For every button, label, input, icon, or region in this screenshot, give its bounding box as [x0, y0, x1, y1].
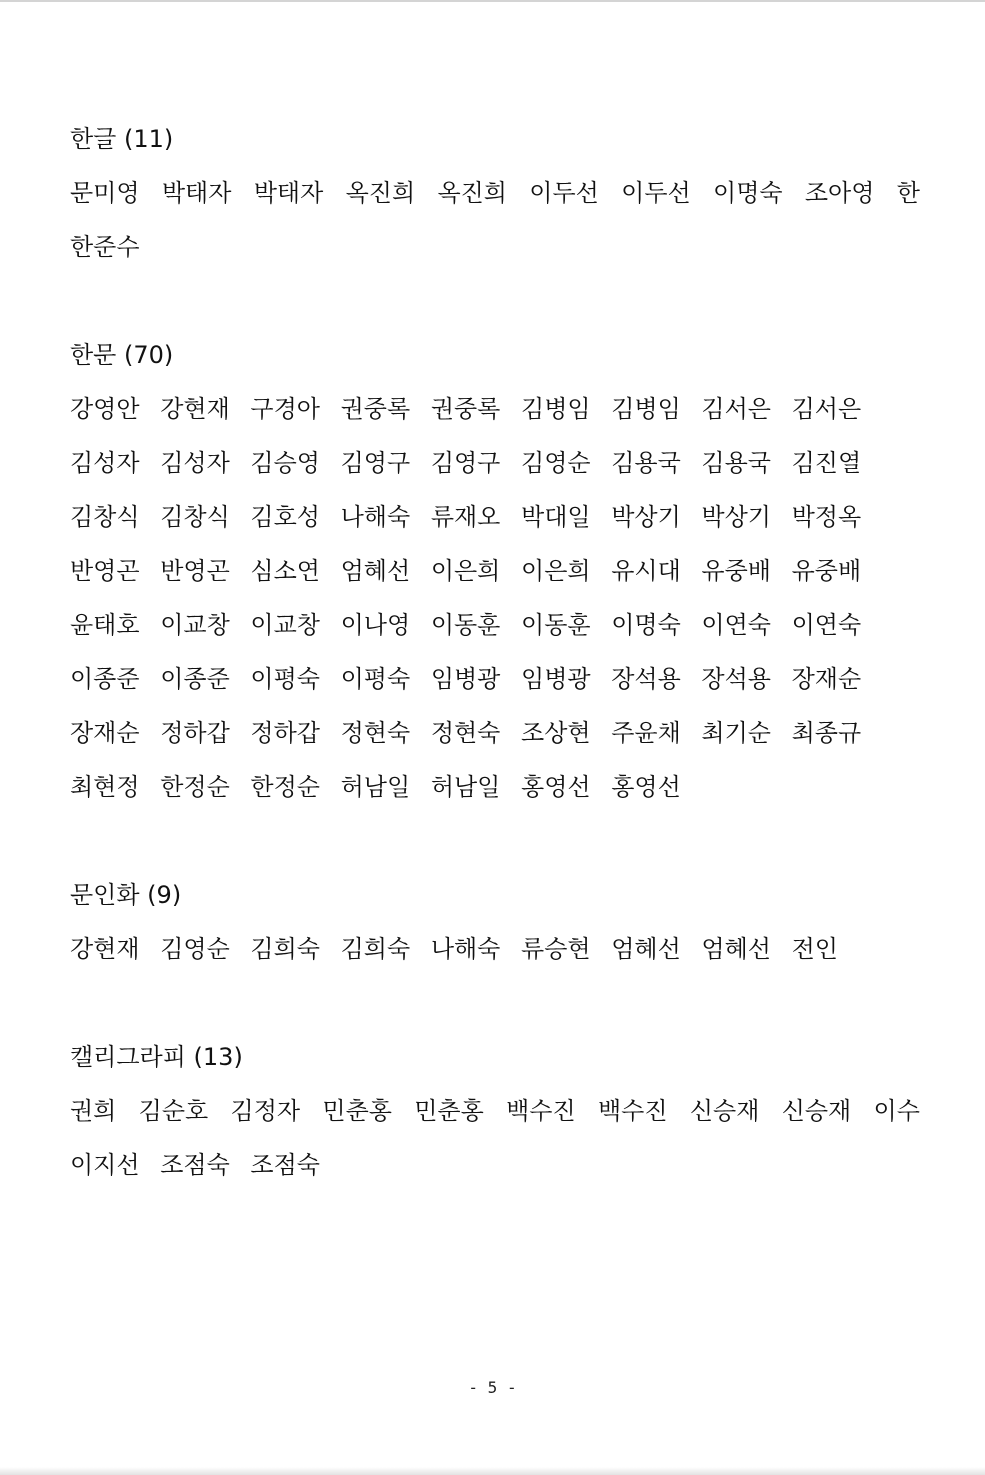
section-hangeul [70, 112, 920, 274]
name-entry: 박상기 [701, 503, 771, 531]
name-entry: 구경아 [250, 395, 320, 423]
name-entry: 유중배 [701, 557, 771, 585]
name-entry: 김영구 [340, 449, 411, 477]
name-entry: 나해숙 [430, 935, 501, 963]
name-entry: 김창식 [70, 503, 140, 531]
name-entry: 김정자 [230, 1097, 301, 1125]
name-entry: 정하갑 [250, 719, 320, 747]
section-heading: 한글 (11) [70, 125, 174, 153]
name-entry: 홍영선 [521, 773, 591, 801]
name-entry: 강현재 [160, 395, 230, 423]
name-line [70, 382, 920, 436]
name-entry: 이수 [873, 1097, 920, 1125]
name-entry: 한정순 [160, 773, 230, 801]
name-entry: 박태자 [161, 179, 232, 207]
name-entry: 이두선 [621, 179, 691, 207]
name-entry: 김영구 [430, 449, 501, 477]
name-entry: 이두선 [529, 179, 599, 207]
name-entry: 김서은 [701, 395, 771, 423]
name-entry: 정현숙 [340, 719, 411, 747]
name-line [70, 760, 920, 814]
name-entry: 장재순 [70, 719, 140, 747]
name-entry: 한준수 [70, 233, 140, 261]
name-entry: 김영순 [160, 935, 230, 963]
name-entry: 장석용 [611, 665, 681, 693]
name-entry: 주윤채 [611, 719, 681, 747]
name-entry: 민춘홍 [414, 1097, 484, 1125]
name-entry: 최종규 [791, 719, 862, 747]
name-entry: 이교창 [160, 611, 230, 639]
name-entry: 이명숙 [611, 611, 681, 639]
page-bottom-border [0, 1467, 985, 1475]
name-entry: 최현정 [70, 773, 140, 801]
name-line [70, 652, 920, 706]
name-entry: 엄혜선 [611, 935, 681, 963]
name-entry: 백수진 [506, 1097, 576, 1125]
name-entry: 조상현 [521, 719, 591, 747]
name-entry: 나해숙 [340, 503, 411, 531]
name-entry: 김영순 [521, 449, 591, 477]
section-heading: 캘리그라피 (13) [70, 1043, 243, 1071]
section-hanmun [70, 328, 920, 814]
name-entry: 이은희 [521, 557, 591, 585]
name-entry: 김용국 [701, 449, 771, 477]
name-line [70, 220, 920, 274]
name-entry: 임병광 [521, 665, 591, 693]
name-entry: 엄혜선 [701, 935, 771, 963]
section-munihwa [70, 868, 920, 976]
name-line [70, 598, 920, 652]
name-entry: 김병임 [521, 395, 591, 423]
section-heading: 문인화 (9) [70, 881, 182, 909]
name-entry: 심소연 [250, 557, 320, 585]
name-entry: 이은희 [430, 557, 501, 585]
name-entry: 이명숙 [713, 179, 783, 207]
name-entry: 허남일 [340, 773, 411, 801]
name-entry: 류승현 [521, 935, 591, 963]
name-entry: 백수진 [597, 1097, 668, 1125]
name-entry: 박정옥 [791, 503, 862, 531]
name-entry: 전인 [791, 935, 838, 963]
name-entry: 김병임 [611, 395, 681, 423]
name-entry: 이지선 [70, 1151, 140, 1179]
name-entry: 김순호 [138, 1097, 209, 1125]
name-entry: 김창식 [160, 503, 230, 531]
name-entry: 이평숙 [340, 665, 411, 693]
name-line [70, 1084, 920, 1138]
name-entry: 장재순 [791, 665, 862, 693]
name-line [70, 490, 920, 544]
name-entry: 이동훈 [521, 611, 591, 639]
name-entry: 유시대 [611, 557, 681, 585]
name-line [70, 544, 920, 598]
name-entry: 민춘홍 [322, 1097, 392, 1125]
name-entry: 이동훈 [430, 611, 501, 639]
name-entry: 류재오 [430, 503, 501, 531]
name-entry: 박대일 [521, 503, 591, 531]
name-entry: 조점숙 [250, 1151, 320, 1179]
name-entry: 박태자 [253, 179, 324, 207]
name-entry: 허남일 [430, 773, 501, 801]
name-line [70, 706, 920, 760]
name-entry: 윤태호 [70, 611, 140, 639]
name-entry: 박상기 [611, 503, 681, 531]
name-entry: 이종준 [160, 665, 230, 693]
name-entry: 신승재 [689, 1097, 760, 1125]
name-entry: 반영곤 [70, 557, 140, 585]
page-top-border [0, 0, 985, 2]
name-entry: 강영안 [70, 395, 140, 423]
name-entry: 이종준 [70, 665, 140, 693]
name-entry: 김성자 [160, 449, 230, 477]
name-entry: 옥진희 [437, 179, 507, 207]
name-entry: 조점숙 [160, 1151, 230, 1179]
name-entry: 장석용 [701, 665, 771, 693]
section-calligraphy [70, 1030, 920, 1192]
name-entry: 권중록 [430, 395, 501, 423]
name-entry: 최기순 [701, 719, 771, 747]
name-entry: 권중록 [340, 395, 411, 423]
name-line [70, 922, 920, 976]
name-entry: 홍영선 [611, 773, 681, 801]
name-entry: 한정순 [250, 773, 320, 801]
name-line [70, 166, 920, 220]
name-entry: 옥진희 [345, 179, 416, 207]
name-entry: 권희 [70, 1097, 117, 1125]
name-entry: 이나영 [340, 611, 411, 639]
name-entry: 김성자 [70, 449, 140, 477]
name-entry: 김승영 [250, 449, 320, 477]
name-entry: 김서은 [791, 395, 862, 423]
name-line [70, 436, 920, 490]
name-entry: 김용국 [611, 449, 681, 477]
name-entry: 임병광 [430, 665, 501, 693]
name-entry: 이교창 [250, 611, 320, 639]
name-entry: 정하갑 [160, 719, 230, 747]
name-entry: 조아영 [804, 179, 875, 207]
section-heading: 한문 (70) [70, 341, 174, 369]
name-entry: 반영곤 [160, 557, 230, 585]
name-entry: 이연숙 [701, 611, 771, 639]
name-entry: 김희숙 [250, 935, 320, 963]
name-entry: 강현재 [70, 935, 140, 963]
name-entry: 유중배 [791, 557, 862, 585]
page-number: - 5 - [468, 1378, 517, 1397]
name-entry: 김진열 [791, 449, 862, 477]
name-entry: 김호성 [250, 503, 320, 531]
name-entry: 정현숙 [430, 719, 501, 747]
name-entry: 이평숙 [250, 665, 320, 693]
name-entry: 문미영 [70, 179, 140, 207]
document-body [70, 112, 920, 1192]
name-entry: 엄혜선 [340, 557, 411, 585]
name-entry: 신승재 [781, 1097, 852, 1125]
name-entry: 김희숙 [340, 935, 411, 963]
name-entry: 한 [896, 179, 920, 207]
name-line [70, 1138, 920, 1192]
name-entry: 이연숙 [791, 611, 862, 639]
